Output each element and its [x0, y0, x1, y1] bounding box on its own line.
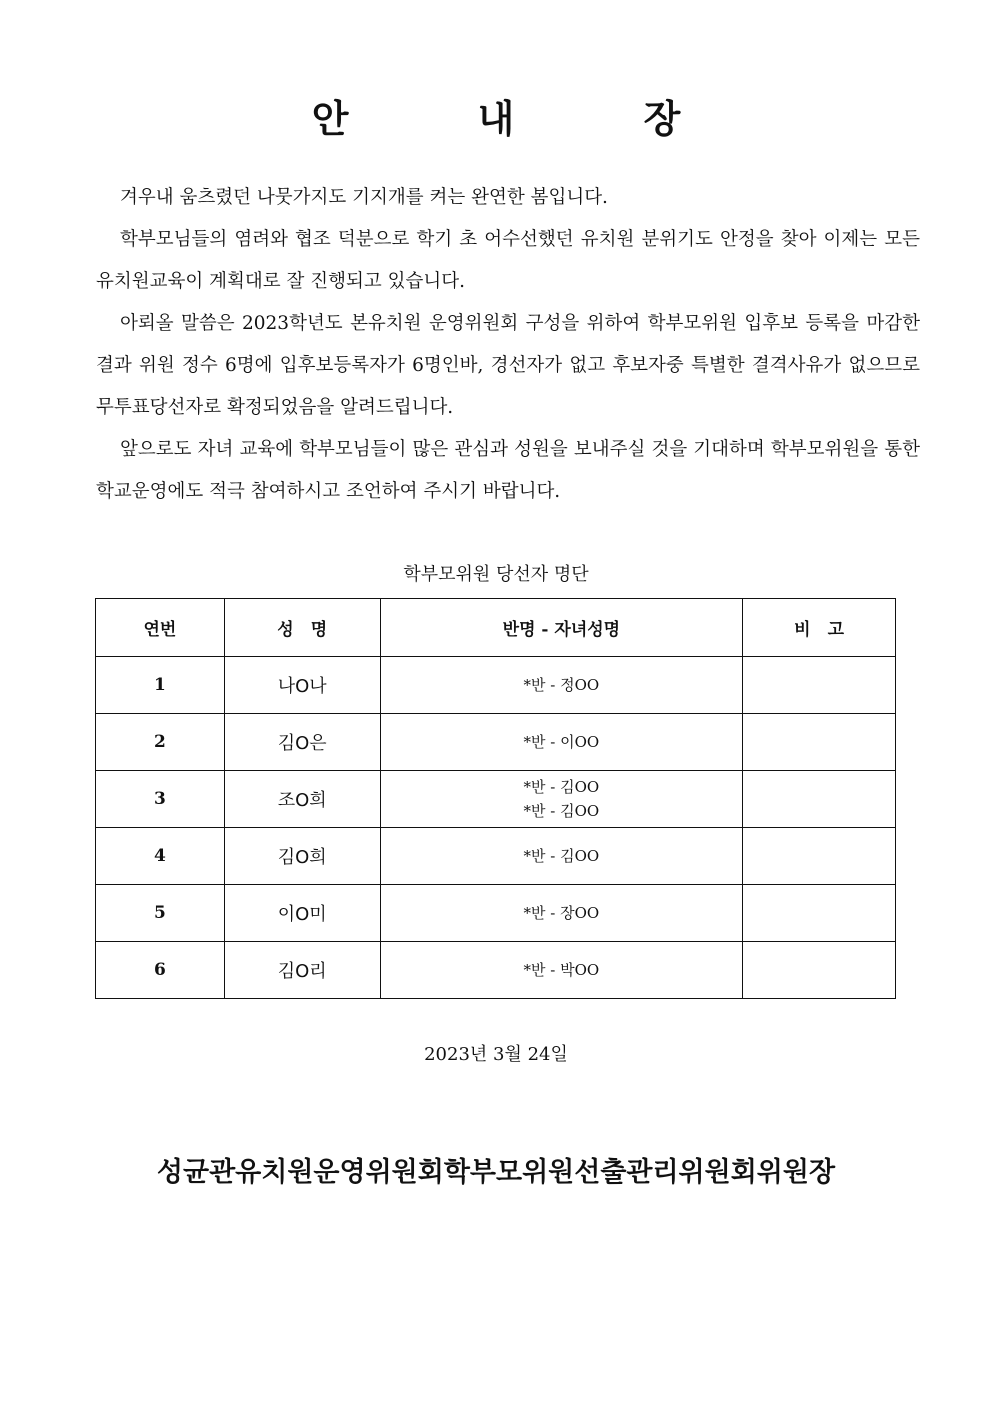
header-name: 성 명	[224, 599, 380, 657]
class-child-cell	[380, 657, 743, 714]
table-row	[96, 828, 896, 885]
member-name: 김O리	[224, 942, 380, 999]
table-row	[96, 657, 896, 714]
class-child: *반 - 장OO	[523, 904, 600, 922]
header-class-child: 반명 - 자녀성명	[380, 599, 743, 657]
note-cell	[743, 885, 896, 942]
row-number: 3	[96, 771, 225, 828]
note-cell	[743, 771, 896, 828]
table-header-row	[96, 599, 896, 657]
member-name: 김O희	[224, 828, 380, 885]
class-child: *반 - 김OO	[523, 847, 600, 865]
issue-date: 2023년 3월 24일	[424, 1044, 568, 1065]
document-title: 안 내 장	[311, 96, 739, 141]
note-cell	[743, 828, 896, 885]
class-child-cell	[380, 942, 743, 999]
member-name: 이O미	[224, 885, 380, 942]
paragraph-4: 앞으로도 자녀 교육에 학부모님들이 많은 관심과 성원을 보내주실 것을 기대하며 학부모위원을 통한 학교운영에도 적극 참여하시고 조언하여 주시기 바랍니다.	[96, 439, 920, 502]
row-number: 2	[96, 714, 225, 771]
member-name: 김O은	[224, 714, 380, 771]
class-child-cell	[380, 771, 743, 828]
class-child: *반 - 박OO	[523, 961, 600, 979]
note-cell	[743, 942, 896, 999]
member-name: 나O나	[224, 657, 380, 714]
note-cell	[743, 714, 896, 771]
elected-members-table	[95, 598, 896, 999]
class-child: *반 - 정OO	[523, 676, 600, 694]
row-number: 5	[96, 885, 225, 942]
row-number: 6	[96, 942, 225, 999]
class-child: *반 - 이OO	[523, 733, 600, 751]
member-name: 조O희	[224, 771, 380, 828]
row-number: 4	[96, 828, 225, 885]
class-child-cell	[380, 828, 743, 885]
table-row	[96, 714, 896, 771]
class-child-cell	[380, 885, 743, 942]
header-number: 연번	[96, 599, 225, 657]
signature-line: 성균관유치원운영위원회학부모위원선출관리위원회위원장	[156, 1157, 836, 1188]
table-row	[96, 885, 896, 942]
header-note: 비 고	[743, 599, 896, 657]
table-row	[96, 771, 896, 828]
class-child: *반 - 김OO	[523, 778, 600, 796]
paragraph-3: 아뢰올 말씀은 2023학년도 본유치원 운영위원회 구성을 위하여 학부모위원 입후보 등록을 마감한 결과 위원 정수 6명에 입후보등록자가 6명인바, 경선자가 없고 후보자중 특별한 결격사유가 없으므로 무투표당선자로 확정되었음을 알려드립니다.	[96, 313, 920, 418]
row-number: 1	[96, 657, 225, 714]
letter-body	[96, 177, 920, 513]
paragraph-1: 겨우내 움츠렸던 나뭇가지도 기지개를 켜는 완연한 봄입니다.	[120, 187, 608, 208]
class-child-cell	[380, 714, 743, 771]
table-row	[96, 942, 896, 999]
table-caption: 학부모위원 당선자 명단	[403, 564, 589, 585]
paragraph-2: 학부모님들의 염려와 협조 덕분으로 학기 초 어수선했던 유치원 분위기도 안정을 찾아 이제는 모든 유치원교육이 계획대로 잘 진행되고 있습니다.	[96, 229, 920, 292]
note-cell	[743, 657, 896, 714]
class-child: *반 - 김OO	[523, 802, 600, 820]
